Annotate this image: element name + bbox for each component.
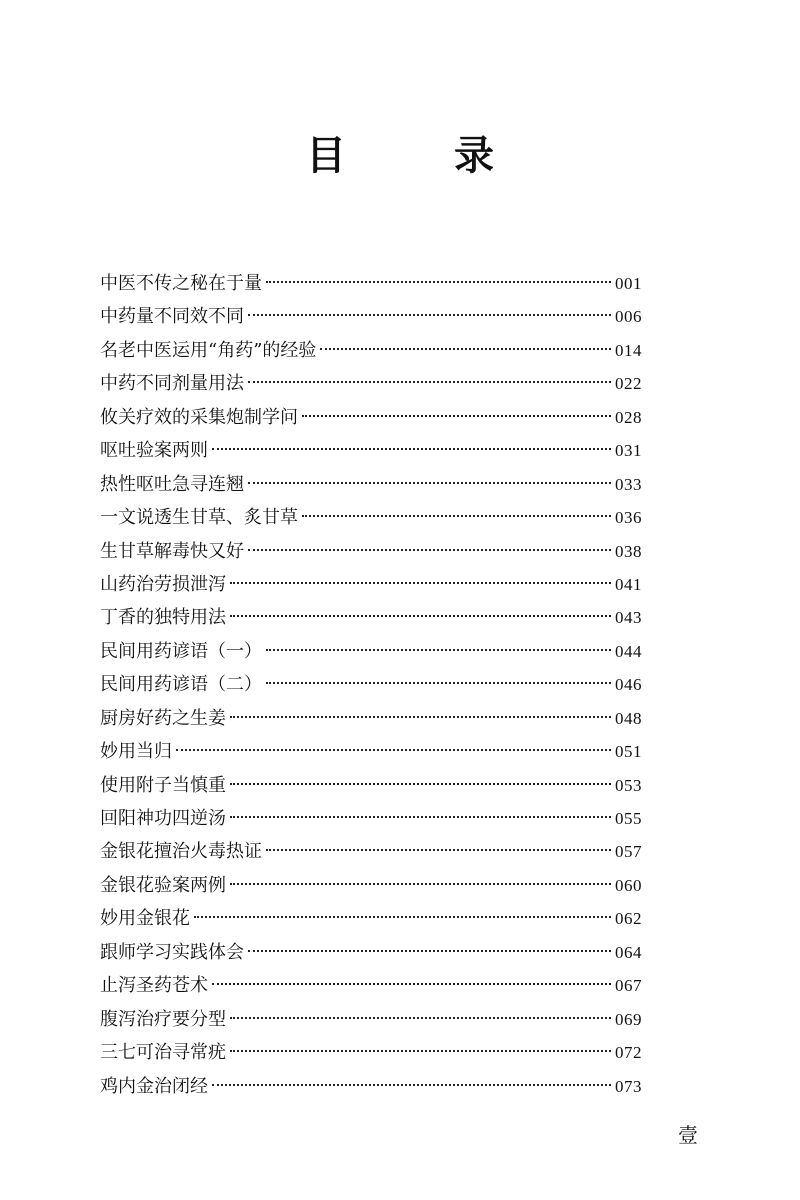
dot-leader bbox=[248, 950, 611, 952]
dot-leader bbox=[230, 1050, 611, 1052]
toc-entry bbox=[100, 1003, 642, 1036]
toc-entry-title: 攸关疗效的采集炮制学问 bbox=[100, 406, 298, 428]
toc-entry bbox=[100, 969, 642, 1002]
toc-entry-page-number: 073 bbox=[615, 1076, 642, 1096]
toc-entry-title: 鸡内金治闭经 bbox=[100, 1075, 208, 1097]
toc-entry-title: 妙用当归 bbox=[100, 741, 172, 763]
toc-entry bbox=[100, 735, 642, 768]
toc-entry-page-number: 064 bbox=[615, 942, 642, 962]
dot-leader bbox=[230, 883, 611, 885]
toc-entry bbox=[100, 869, 642, 902]
toc-entry-page-number: 060 bbox=[615, 875, 642, 895]
dot-leader bbox=[248, 381, 611, 383]
toc-entry-page-number: 038 bbox=[615, 541, 642, 561]
dot-leader bbox=[230, 783, 611, 785]
toc-entry-page-number: 067 bbox=[615, 976, 642, 996]
dot-leader bbox=[176, 749, 611, 751]
toc-entry-title: 山药治劳损泄泻 bbox=[100, 573, 226, 595]
toc-entry bbox=[100, 267, 642, 300]
toc-entry-title: 腹泻治疗要分型 bbox=[100, 1008, 226, 1030]
page-title: 目 录 bbox=[306, 132, 528, 179]
dot-leader bbox=[212, 983, 611, 985]
toc-entry bbox=[100, 601, 642, 634]
toc-entry bbox=[100, 367, 642, 400]
toc-entry-title: 止泻圣药苍术 bbox=[100, 975, 208, 997]
toc-entry bbox=[100, 434, 642, 467]
toc-entry-page-number: 072 bbox=[615, 1043, 642, 1063]
dot-leader bbox=[212, 448, 611, 450]
dot-leader bbox=[266, 682, 611, 684]
toc-entry-page-number: 006 bbox=[615, 307, 642, 327]
toc-entry-title: 民间用药谚语（一） bbox=[100, 640, 262, 662]
toc-entry-page-number: 055 bbox=[615, 809, 642, 828]
toc-entry-title: 厨房好药之生姜 bbox=[100, 707, 226, 729]
toc-entry-page-number: 053 bbox=[615, 775, 642, 795]
toc-entry-page-number: 051 bbox=[615, 742, 642, 762]
toc-entry-title: 回阳神功四逆汤 bbox=[100, 808, 226, 829]
toc-entry bbox=[100, 769, 642, 802]
dot-leader bbox=[302, 415, 611, 417]
dot-leader bbox=[248, 549, 611, 551]
toc-entry-title: 跟师学习实践体会 bbox=[100, 941, 244, 963]
toc-entry bbox=[100, 535, 642, 568]
toc-entry-title: 生甘草解毒快又好 bbox=[100, 540, 244, 562]
toc-entry-page-number: 062 bbox=[615, 909, 642, 929]
toc-entry-page-number: 046 bbox=[615, 675, 642, 695]
toc-entry-page-number: 041 bbox=[615, 574, 642, 594]
dot-leader bbox=[230, 1017, 611, 1019]
dot-leader bbox=[230, 582, 611, 584]
toc-entry-title: 名老中医运用“角药”的经验 bbox=[100, 339, 317, 361]
toc-entry-page-number: 069 bbox=[615, 1009, 642, 1029]
toc-entry-page-number: 001 bbox=[615, 274, 642, 293]
toc-entry bbox=[100, 501, 642, 534]
toc-entry bbox=[100, 635, 642, 668]
toc-entry-title: 中药量不同效不同 bbox=[100, 306, 244, 328]
toc-entry-title: 丁香的独特用法 bbox=[100, 607, 226, 629]
dot-leader bbox=[248, 482, 611, 484]
dot-leader bbox=[194, 916, 611, 918]
toc-entry-page-number: 048 bbox=[615, 708, 642, 728]
toc-entry bbox=[100, 936, 642, 969]
dot-leader bbox=[230, 615, 611, 617]
toc-entry-page-number: 057 bbox=[615, 842, 642, 862]
toc-entry-page-number: 028 bbox=[615, 407, 642, 427]
toc-entry-title: 热性呕吐急寻连翘 bbox=[100, 473, 244, 495]
toc-entry-page-number: 044 bbox=[615, 641, 642, 661]
dot-leader bbox=[230, 816, 611, 818]
toc-entry bbox=[100, 300, 642, 333]
toc-entry-page-number: 033 bbox=[615, 474, 642, 494]
toc-entry-title: 民间用药谚语（二） bbox=[100, 674, 262, 696]
table-of-contents bbox=[100, 267, 642, 1103]
toc-entry bbox=[100, 802, 642, 835]
toc-entry-title: 中医不传之秘在于量 bbox=[100, 273, 262, 294]
toc-entry bbox=[100, 668, 642, 701]
dot-leader bbox=[266, 281, 611, 283]
page-number: 壹 bbox=[678, 1123, 698, 1147]
toc-entry-page-number: 031 bbox=[615, 441, 642, 461]
toc-entry bbox=[100, 1036, 642, 1069]
dot-leader bbox=[230, 716, 611, 718]
dot-leader bbox=[266, 849, 611, 851]
dot-leader bbox=[212, 1084, 611, 1086]
toc-entry-page-number: 022 bbox=[615, 374, 642, 394]
toc-entry bbox=[100, 334, 642, 367]
toc-entry-page-number: 036 bbox=[615, 508, 642, 528]
toc-entry-title: 一文说透生甘草、炙甘草 bbox=[100, 507, 298, 529]
dot-leader bbox=[320, 348, 611, 350]
toc-entry-title: 金银花验案两例 bbox=[100, 874, 226, 896]
toc-entry-title: 呕吐验案两则 bbox=[100, 440, 208, 462]
toc-entry bbox=[100, 468, 642, 501]
toc-entry bbox=[100, 835, 642, 868]
toc-entry bbox=[100, 568, 642, 601]
toc-entry-title: 三七可治寻常疣 bbox=[100, 1042, 226, 1064]
toc-entry bbox=[100, 1070, 642, 1103]
dot-leader bbox=[266, 649, 611, 651]
toc-entry-page-number: 014 bbox=[615, 340, 642, 360]
toc-entry-page-number: 043 bbox=[615, 608, 642, 628]
toc-entry-title: 金银花擅治火毒热证 bbox=[100, 841, 262, 863]
toc-entry bbox=[100, 702, 642, 735]
dot-leader bbox=[302, 515, 611, 517]
toc-entry-title: 使用附子当慎重 bbox=[100, 774, 226, 796]
toc-entry bbox=[100, 902, 642, 935]
toc-entry bbox=[100, 401, 642, 434]
toc-entry-title: 中药不同剂量用法 bbox=[100, 373, 244, 395]
toc-entry-title: 妙用金银花 bbox=[100, 908, 190, 930]
dot-leader bbox=[248, 314, 611, 316]
